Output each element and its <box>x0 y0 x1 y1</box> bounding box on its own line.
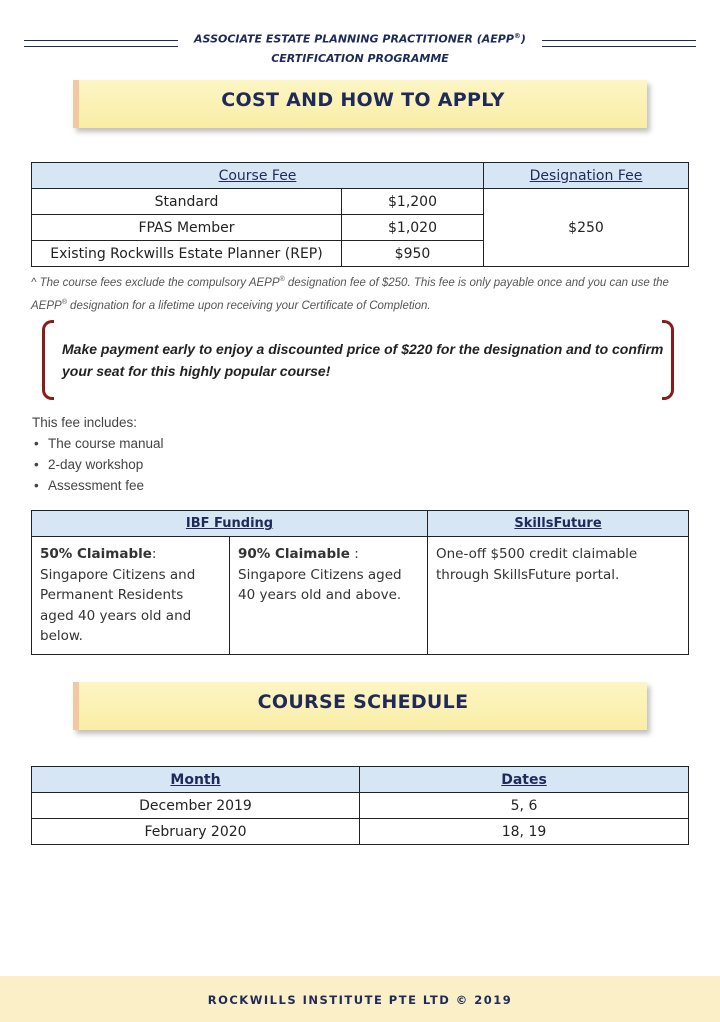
footer-copyright: ROCKWILLS INSTITUTE PTE LTD © 2019 <box>207 993 513 1007</box>
schedule-dates: 18, 19 <box>360 819 689 845</box>
fee-price: $1,200 <box>342 189 484 215</box>
schedule-month: February 2020 <box>32 819 360 845</box>
fee-price: $950 <box>342 241 484 267</box>
early-payment-callout: Make payment early to enjoy a discounted price of $220 for the designation and to confirm your seat for this highly popular course! <box>62 341 664 379</box>
schedule-table <box>31 766 689 845</box>
header-rule-right <box>542 40 696 47</box>
skillsfuture-header: SkillsFuture <box>428 511 689 537</box>
header-subtitle: CERTIFICATION PROGRAMME <box>271 51 449 65</box>
schedule-banner-title: COURSE SCHEDULE <box>257 691 469 713</box>
designation-fee-value: $250 <box>484 189 689 267</box>
callout-bracket-left <box>42 320 54 400</box>
fee-includes <box>32 412 164 496</box>
page-footer <box>0 976 720 1022</box>
funding-cell-50: 50% Claimable: Singapore Citizens and Permanent Residents aged 40 years old and below. <box>32 537 230 655</box>
course-fee-header: Course Fee <box>32 163 484 189</box>
fee-price: $1,020 <box>342 215 484 241</box>
schedule-dates: 5, 6 <box>360 793 689 819</box>
list-item: • Assessment fee <box>32 475 164 496</box>
ibf-funding-header: IBF Funding <box>32 511 428 537</box>
fee-label: Standard <box>32 189 342 215</box>
fee-includes-list <box>32 433 164 496</box>
month-header: Month <box>32 767 360 793</box>
list-item: • The course manual <box>32 433 164 454</box>
schedule-banner <box>73 682 647 730</box>
fee-row <box>32 189 689 215</box>
funding-table <box>31 510 689 655</box>
fee-label: Existing Rockwills Estate Planner (REP) <box>32 241 342 267</box>
cost-banner-title: COST AND HOW TO APPLY <box>221 89 505 111</box>
fee-footnote: ^ The course fees exclude the compulsory AEPP® designation fee of $250. This fee is only payable once and you can use the AEPP® designation for a lifetime upon receiving your Certificate of Completion. <box>31 276 669 312</box>
fee-label: FPAS Member <box>32 215 342 241</box>
fee-includes-title: This fee includes: <box>32 415 138 430</box>
header-rule-left <box>24 40 178 47</box>
funding-cell-skillsfuture: One-off $500 credit claimable through SkillsFuture portal. <box>428 537 689 655</box>
document-header <box>180 27 540 68</box>
fee-table <box>31 162 689 267</box>
dates-header: Dates <box>360 767 689 793</box>
table-row <box>32 819 689 845</box>
funding-cell-90: 90% Claimable : Singapore Citizens aged 40 years old and above. <box>230 537 428 655</box>
cost-banner <box>73 80 647 128</box>
header-title: ASSOCIATE ESTATE PLANNING PRACTITIONER (AEPP®) <box>194 32 526 46</box>
schedule-month: December 2019 <box>32 793 360 819</box>
designation-fee-header: Designation Fee <box>484 163 689 189</box>
list-item: • 2-day workshop <box>32 454 164 475</box>
table-row <box>32 793 689 819</box>
